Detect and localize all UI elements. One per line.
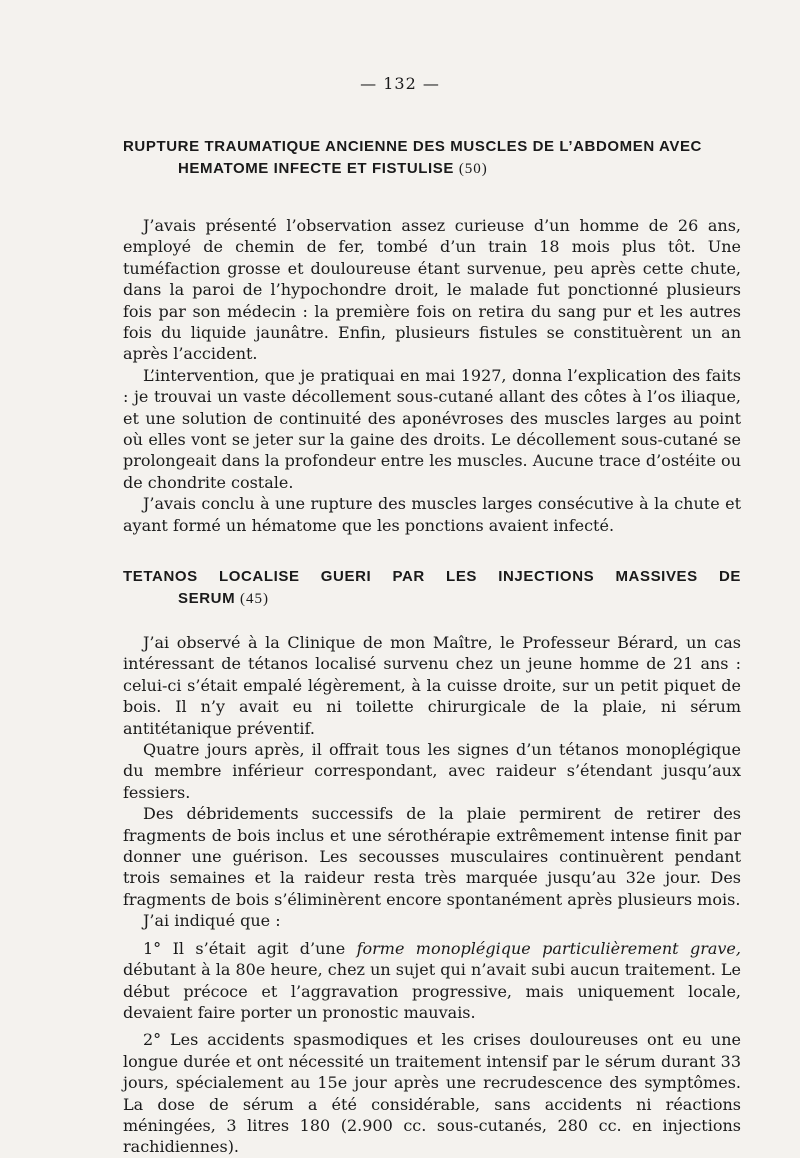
- point-text: débutant à la 80e heure, chez un sujet qui n’avait subi aucun traitement. Le début précoce et l’aggravation progressive, mais uniquement locale, devaient faire porter un pronostic mauvais.: [123, 960, 741, 1022]
- section-reference: (50): [458, 161, 488, 177]
- numbered-point-2: [123, 1029, 741, 1157]
- section-title-text: HEMATOME INFECTE ET FISTULISE: [178, 160, 455, 177]
- section-title-text: SERUM: [178, 590, 236, 607]
- point-emphasis: forme monoplégique particulièrement grave,: [356, 938, 741, 958]
- page-number: — 132 —: [360, 74, 440, 93]
- section-reference: (45): [239, 591, 269, 607]
- section-title: [123, 136, 741, 180]
- section-title: [123, 566, 741, 610]
- section-title-line-2: [123, 588, 741, 610]
- section-title-line-1: TETANOS LOCALISE GUERI PAR LES INJECTIONS MASSIVES DE: [123, 568, 741, 585]
- paragraph: Des débridements successifs de la plaie permirent de retirer des fragments de bois inclus et une sérothérapie extrêmement intense finit par donner une guérison. Les secousses musculaires continuèrent pendant trois semaines et la raideur resta très marquée jusqu’au 32e jour. Des fragments de bois s’éliminèrent encore spontanément après plusieurs mois.: [123, 804, 741, 909]
- paragraph: Quatre jours après, il offrait tous les signes d’un tétanos monoplégique du membre inférieur correspondant, avec raideur s’étendant jusqu’aux fessiers.: [123, 740, 741, 802]
- paragraph: J’avais présenté l’observation assez curieuse d’un homme de 26 ans, employé de chemin de fer, tombé d’un train 18 mois plus tôt. Une tuméfaction grosse et douloureuse étant survenue, peu après cette chute, dans la paroi de l’hypochondre droit, le malade fut ponctionné plusieurs fois par son médecin : la première fois on retira du sang pur et les autres fois du liquide jaunâtre. Enfin, plusieurs fistules se constituèrent un an après l’accident.: [123, 216, 741, 364]
- paragraph: L’intervention, que je pratiquai en mai 1927, donna l’explication des faits : je trouvai un vaste décollement sous-cutané allant des côtes à l’os iliaque, et une solution de continuité des aponévroses des muscles larges au point où elles vont se jeter sur la gaine des droits. Le décollement sous-cutané se prolongeait dans la profondeur entre les muscles. Aucune trace d’ostéite ou de chondrite costale.: [123, 365, 741, 492]
- section-body: [123, 215, 741, 536]
- paragraph: J’ai indiqué que :: [143, 911, 281, 931]
- point-lead: 1° Il s’était agit d’une: [143, 938, 346, 958]
- section-rupture-traumatique: [123, 136, 741, 536]
- point-lead: 2°: [143, 1030, 162, 1050]
- section-body: [123, 632, 741, 1158]
- section-tetanos-localise: [123, 566, 741, 1158]
- point-text: Les accidents spasmodiques et les crises douloureuses ont eu une longue durée et ont nécessité un traitement intensif par le sérum durant 33 jours, spécialement au 15e jour après une recrudescence des symptômes. La dose de sérum a été considérable, sans accidents ni réactions méningées, 3 litres 180 (2.900 cc. sous-cutanés, 280 cc. en injections rachidiennes).: [123, 1030, 741, 1157]
- section-title-line-1: RUPTURE TRAUMATIQUE ANCIENNE DES MUSCLES DE L’ABDOMEN AVEC: [123, 138, 702, 155]
- paragraph: J’avais conclu à une rupture des muscles larges consécutive à la chute et ayant formé un hématome que les ponctions avaient infecté.: [123, 494, 741, 535]
- section-title-line-2: [123, 158, 741, 180]
- paragraph: J’ai observé à la Clinique de mon Maître, le Professeur Bérard, un cas intéressant de tétanos localisé survenu chez un jeune homme de 21 ans : celui-ci s’était empalé légèrement, à la cuisse droite, sur un petit piquet de bois. Il n’y avait eu ni toilette chirurgicale de la plaie, ni sérum antitétanique préventif.: [123, 633, 741, 738]
- numbered-point-1: [123, 938, 741, 1024]
